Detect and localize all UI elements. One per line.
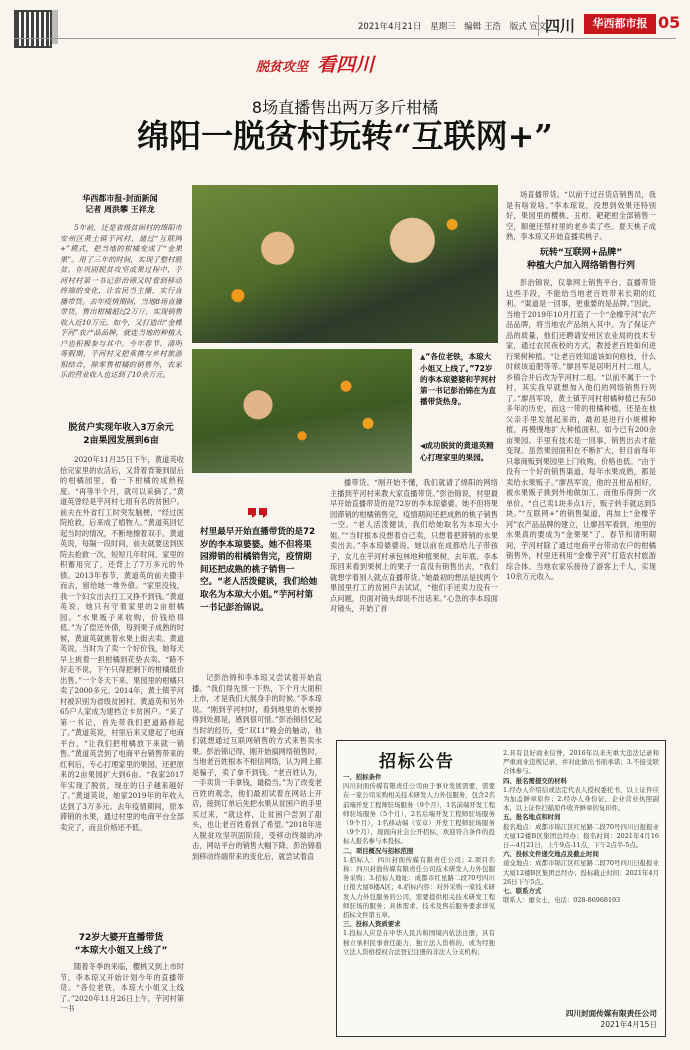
notice-item — [343, 773, 495, 847]
issue-date: 2021年4月21日 — [358, 22, 422, 32]
qr-code — [14, 10, 52, 48]
caption-2-text: 成功脱贫的黄道英精心打理家里的果园。 — [420, 441, 494, 462]
notice-body: 四川封面传媒有限责任公司由于事业发展需要，需要在一家公司采购相关技术研发人力外包服务，包含2名前端开发工程师驻场服务（9个月），1名前端开发工程师驻场服务（5个月），2名后端开发工程师驻场服务（9个月），1名移动端（安卓）开发工程师驻场服务（9个月），现面向社会公开招标，欢迎符合条件的投标人报名参与本投标。 — [343, 782, 495, 846]
notice-item — [343, 847, 495, 921]
notice-item — [503, 887, 659, 905]
byline-agency: 华西都市报-封面新闻 — [82, 194, 158, 203]
notice-body: 递交地点：成都市锦江区红星路二段70号四川日报报业大厦12楼B区集团总经办；投标截止时间：2021年4月26日下午5点。 — [503, 859, 659, 886]
column-4-paragraph: 场直播带货。“以前干过百货店销售员，我是有啥说啥。”李本琼说，没想到效果还特别好，果园里的樱桃、丑柑、耙耙柑全部销售一空，顺便还帮村里的老乡卖了些。夏天桃子成熟，李本琼又开始直播卖桃子。 — [506, 190, 656, 241]
notice-signer: 四川封面传媒有限责任公司 — [565, 1009, 657, 1018]
column-4b-paragraph: 彭治锦说，仅靠网上销售平台、直播带货这些手段，不能给当地老百姓带来长期的红利。“渠道是一回事，更重要的是品牌。”因此，当地于2019年10月打造了一个“金橡芋河”农产品品牌，将当地农产品纳入其中。为了保证产品的质量，他们还聘请安州区农业局的技术专家，通过农民夜校的方式，教授老百姓如何进行果树种植。“让老百姓知道该如何修枝，什么时候该追肥等等。”廖昌军是居明月村二组人，乡镇合并后改为芋河村二组。“以前不属于一个村，其实我早就想加入他们的网络销售行列了。”廖昌军说，黄土镇芋河村柑橘种植已有50多年的历史，而这一带的柑橘种植，还是在他父亲手里发展起来的，最初是进行小规模种植，再慢慢地扩大种植面积，如今已有200余亩果园。手里有技术是一回事，销售出去才能变现。虽然果园面积在不断扩大，但目前每年只靠商贩到果园里上门收购，价格也低。“由于没有一个好的销售渠道，每年水果成熟，都是卖给水果贩子。”廖昌军说，他的丑柑品相好，被水果贩子挑到外地做加工，而他乐得到一次单价。“自己卖1块多点1斤，贩子转手就达到5块。”“互联网+”的销售渠道，再加上“金橡芋河”农产品品牌的建立，让廖昌军看到，地里的水果真的要成为“金果果”了。春节和清明期间，芋河村除了通过电商平台带动农户的柑橘销售外，村里还利用“金橡芋河”打造农村旅游综合体。当地农家乐接待了游客上千人，实现10余万元收入。 — [506, 278, 656, 581]
lead-paragraph — [60, 223, 182, 413]
quote-mark-icon — [259, 508, 267, 518]
photo-caption-2 — [420, 440, 498, 463]
photo-orchard — [192, 349, 412, 473]
section-2-title — [60, 932, 182, 958]
column-2-text — [192, 673, 322, 1033]
column-3-paragraph: 播带货。“刚开始不懂，我们就请了绵阳的网络主播到芋河村来教大家直播带货。”彭治锦说，村里最早开始直播带货的是72岁的李本琼婆婆。她不但将果园滞销的柑橘销售完，疫情期间还把成熟的桃子销售一空。“老人活泼健谈，我们给她取名为本琼大小姐。”“当时根本没想着自己卖，只想着把滞销的水果卖出去。”李本琼婆婆说，她以前在成都给儿子带孩子，女儿在芋河村承包林地种植果树。去年底，李本琼回来看到果树上的果子一直没有销售出去，“我们就想学着别人就点直播带货。”她最初的想法是找两个果园里打工的贫困户去试试，“他们手还卖力没有一点问题，但面对镜头却说不出话来。”心急的李本琼面对镜头，开始了首 — [330, 478, 498, 613]
notice-heading: 二、项目概况与招标范围 — [343, 846, 414, 855]
column-1-text — [60, 455, 184, 913]
section-1-line-1: 脱贫户实现年收入3万余元 — [68, 423, 174, 433]
byline — [60, 193, 180, 215]
banner-right: 看四川 — [317, 54, 375, 76]
editor: 编辑 王浩 — [464, 22, 501, 32]
banner-left: 脱贫攻坚 — [256, 60, 309, 75]
notice-heading: 六、投标文件递交地点及截止时间 — [503, 850, 599, 859]
column-4b-text — [506, 278, 656, 738]
column-3-text — [330, 478, 498, 740]
column-4-text — [506, 190, 656, 242]
notice-heading: 四、报名需提交的材料 — [503, 776, 567, 785]
notice-heading: 一、招标条件 — [343, 773, 382, 781]
caption-1-text: “各位老铁，本琼大小姐又上线了。”72岁的李本琼婆婆和芋河村第一书记彭治锦在为直播带货热身。 — [420, 352, 496, 406]
caption-arrow-icon: ▲ — [420, 353, 426, 361]
lead-text: 5年前，还是省级贫困村的绵阳市安州区黄土镇芋河村，通过“互联网+”模式，把当地的柑橘变成了“金果果”。用了三年的时间，实现了整村脱贫。在巩固脱贫攻坚成果过程中，芋河村村第一书记彭治锦又时看到移动终端的变化，让农民当主播，实行直播带货。去年疫情期间，当地8场直播带货，售出柑橘超过2万斤，实现销售收入近10万元。如今，又打造出“金橡芋河”农产品品牌，就连当地的种植大户也积极参与其中。今年春节、清明等假期，芋河村又把乘携与乡村旅游相结合，除零售柑橘的销售外，农家乐的营业收入也达到了10余万元。 — [60, 223, 182, 379]
column-1b-paragraph: 随着冬季的来临，樱桃又到上市时节，李本琼又开始计划今年的直播带货。“各位老铁，本琼大小姐又上线了。”2020年11月26日上午，芋河村第一书 — [60, 962, 184, 1013]
section-3-line-1: 玩转“互联网+品牌” — [539, 248, 623, 258]
notice-item — [343, 920, 495, 957]
notice-title: 招标公告 — [379, 752, 455, 772]
headline-title: 绵阳一脱贫村玩转“互联网+” — [137, 117, 553, 155]
section-3-title — [506, 247, 656, 273]
notice-body: 1.经办人介绍信或法定代表人授权委托书，以上证件应为加盖鲜章原件；2.经办人身份证，企业营业执照副本，以上证件扫描原件收齐鲜章的复印件。 — [503, 785, 659, 813]
caption-arrow-icon: ◀ — [420, 442, 426, 450]
notice-heading: 五、报名地点和时间 — [503, 813, 561, 822]
notice-signature — [566, 1008, 657, 1030]
pull-quote-box — [196, 512, 322, 662]
weekday: 星期三 — [430, 22, 456, 32]
tender-notice-box — [336, 740, 666, 1037]
notice-item — [503, 813, 659, 850]
section-2-line-1: 72岁大婆开直播带货 — [78, 933, 164, 943]
section-3-line-2: 种植大户加入网络销售行列 — [526, 261, 635, 271]
pull-quote-text: 村里最早开始直播带货的是72岁的李本琼婆婆。她不但将果园滞销的柑橘销售完，疫情期间还把成熟的桃子销售一空。“老人活泼健谈，我们给她取名为本琼大小姐。”芋河村第一书记彭治锦说。 — [200, 527, 318, 613]
notice-body: 2.具有良好商业信誉，2016年以来无重大违法记录和严重商业违规记录，并对此做出书面承诺；3.不接受联合体参与。 — [503, 749, 659, 776]
masthead: 华西都市报 — [584, 14, 656, 34]
byline-reporters: 记者 周洪攀 王祥龙 — [85, 205, 155, 214]
notice-body: 1.投标人应是在中华人民共和国境内依法注册，具有独立承担民事责任能力，独立法人资格的，或为经独立法人资格授权合法登记注册的非法人分支机构； — [343, 929, 495, 956]
photo-caption-1 — [420, 351, 498, 407]
notice-body: 报名地点：成都市锦江区红星路二段70号四川日报报业大厦12楼B区集团总经办；报名时间：2021年4月16日—4月21日，上午9点-11点，下午2点半-5点。 — [503, 822, 659, 850]
section-1-title — [60, 422, 182, 448]
designer: 版式 宣文 — [509, 22, 547, 32]
column-1-paragraph: 2020年11月25日下午，黄道英收拾完家里的农活后，又背着背篓到屋后的柑橘园里，看一下柑橘的成熟程度。“再等半个月，就可以采摘了。”黄道英曾经是芋河村七组有名的贫困户。前夫在外省打工时突发脑梗，“经过医院抢救，后来成了植物人。”黄道英回忆起当时的情况，不断地擦着双手。黄道英说，每隔一段时间，前夫就要送到医院去抢救一次，短短几年时间，家里的积蓄用完了，还背上了7万多元的外债。2013年春节，黄道英的前夫撒手而去，留给她一堆外债。“家里没钱，我一个妇女出去打工又挣不到钱。”黄道英说，她只有守着家里的2亩柑橘园。“水果贩子来收购，价钱给得低。”为了偿还外债，每到果子成熟的时候，黄道英就挑着水果上街去卖。黄道英说，当时为了卖一个好价钱，她每天早上挑着一担柑橘到花垫去卖。“路不好走不说，下午只得把剩下的柑橘低价出售。”一个冬天下来，果园里的柑橘只卖了2000多元。2014年，黄土镇芋河村被识别为省级贫困村，黄道英和另外65户人家成为建档立卡贫困户。“来了第一书记，首先带我们把道路修起了。”黄道英说，村里后来又建起了电商平台，“让我们把柑橘放下来就一销售。”黄道英尝到了电商平台销售带来的红利后，专心打理家里的果园，还把原来的2亩果园扩大到6亩。“我家2017年实现了脱贫，现在的日子越来越好了。”黄道英说，她家2019年的年收入达到了3万多元。去年疫情期间，原本滞销的水果，通过村里的电商平台全部卖完了，而且价格还不低。 — [60, 455, 184, 832]
notice-item — [503, 850, 659, 887]
header-meta — [358, 20, 546, 32]
column-2-paragraph: 记彭治锦和李本琼又尝试着开始直播。“我们得先预一下热，下个月大面积上市，才是我们大展身手的时候。”李本琼说。“刚到芋河村时，看到地里的水果掉得到处都是，感到很可惜。”彭治锦回忆起当时的经历，受“双11”晚会的触动，他们就想通过互联网销售的方式来售卖水果。彭治锦记得，刚开始搞网络销售时，当地老百姓根本不相信网络，认为网上都是骗子，卖了拿不到钱。“老百姓认为，一手卖货一手拿钱，最稳当。”为了改变老百姓的观念，他们最初试着在网站上开店，接到订单后先把水果从贫困户的手里买过来，“就这样，让贫困户尝到了甜头，也让老百姓看到了希望。”2018年进入脱贫攻坚巩固阶段，受移动终端的冲击，网站平台的销售大幅下降。彭治锦看到移动终端带来的变化后，就尝试着直 — [192, 673, 322, 861]
notice-item — [503, 777, 659, 814]
section-name: 四川 — [538, 15, 575, 36]
banner — [256, 50, 426, 76]
headline-kicker: 8场直播售出两万多斤柑橘 — [251, 98, 439, 117]
notice-heading: 七、联系方式 — [503, 887, 542, 896]
column-1b-text — [60, 962, 184, 1034]
header-rule — [14, 38, 676, 39]
section-1-line-2: 2亩果园发展到6亩 — [83, 436, 159, 446]
notice-body: 1.招标人：四川封面传媒有限责任公司；2.项目名称：四川封面传媒有限责任公司技术研发人力外包服务采购；3.招标人地址：成都市红星路二段70号四川日报大厦8楼A区；4.招标内容：对外采购一家技术研发人力外包服务的公司，需要提供相关技术研发工程师驻场的服务；具体需求、技术及售后服务要求详见招标文件第五章。 — [343, 855, 495, 920]
notice-date: 2021年4月15日 — [600, 1020, 657, 1029]
photo-livestream — [192, 185, 498, 343]
notice-heading: 三、投标人资质要求 — [343, 920, 401, 929]
quote-mark-icon — [248, 508, 256, 518]
page-number: 05 — [658, 13, 681, 32]
section-2-line-2: “本琼大小姐又上线了” — [74, 946, 168, 956]
notice-body: 联系人：廖女士，电话：028-86968193 — [503, 896, 621, 905]
notice-right-column — [503, 749, 659, 1004]
notice-left-column — [343, 773, 495, 1028]
notice-item — [503, 749, 659, 777]
